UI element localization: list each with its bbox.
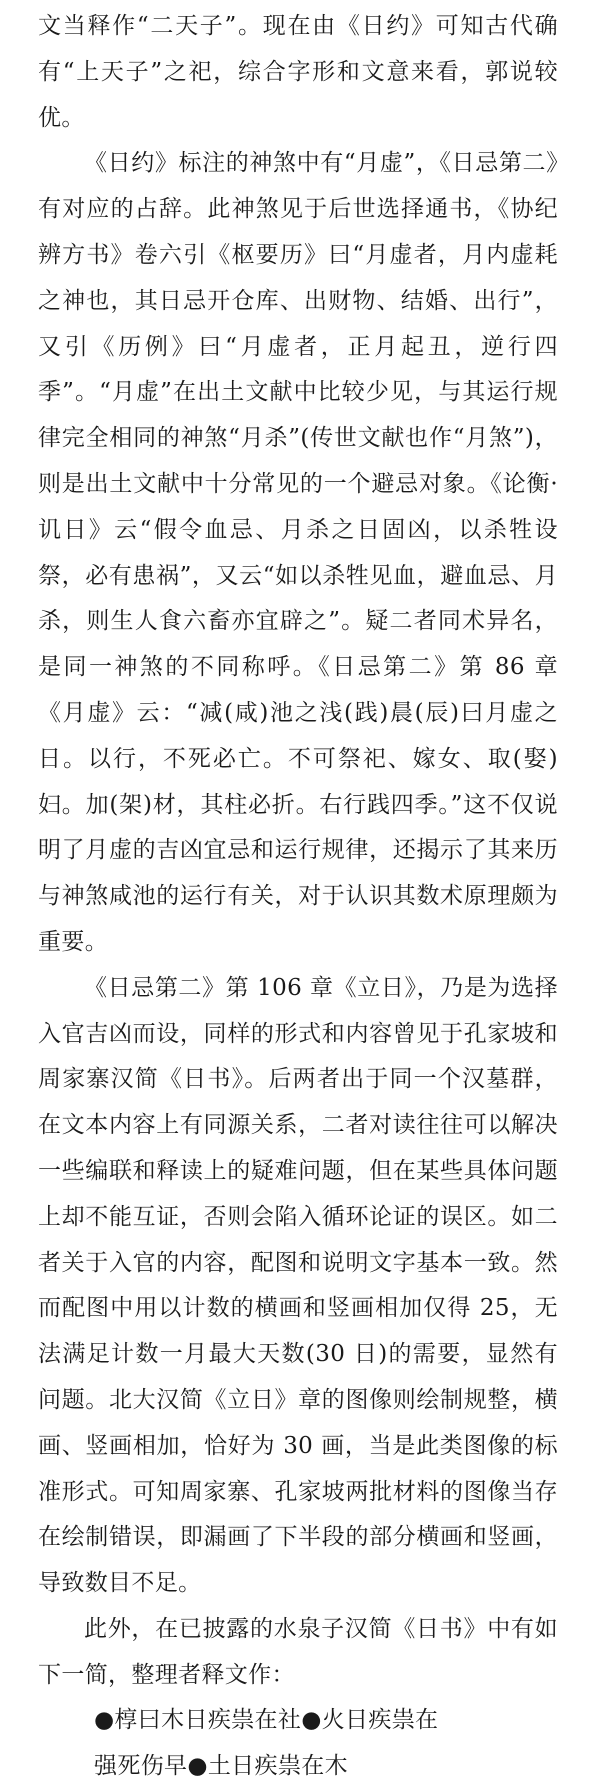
paragraph-2: 《日约》标注的神煞中有“月虚”，《日忌第二》有对应的占辞。此神煞见于后世选择通书，《协纪辨方书》卷六引《枢要历》曰“月虚者，月内虚耗之神也，其日忌开仓库、出财物、结婚、出行”，又引《历例》曰“月虚者，正月起丑，逆行四季”。“月虚”在出土文献中比较少见，与其运行规律完全相同的神煞“月杀”(传世文献也作“月煞”)，则是出土文献中十分常见的一个避忌对象。《论衡·讥日》云“假令血忌、月杀之日固凶，以杀牲设祭，必有患祸”，又云“如以杀牲见血，避血忌、月杀，则生人食六畜亦宜辟之”。疑二者同术异名，是同一神煞的不同称呼。《日忌第二》第 86 章《月虚》云：“减(咸)池之浅(践)晨(辰)曰月虚之日。以行，不死必亡。不可祭祀、嫁女、取(娶)妇。加(架)材，其柱必折。右行践四季。”这不仅说明了月虚的吉凶宜忌和运行规律，还揭示了其来历与神煞咸池的运行有关，对于认识其数术原理颇为重要。 [38,150,558,955]
paragraph-3: 《日忌第二》第 106 章《立日》，乃是为选择入官吉凶而设，同样的形式和内容曾见于孔家坡和周家寨汉简《日书》。后两者出于同一个汉墓群，在文本内容上有同源关系，二者对读往往可以解决一些编联和释读上的疑难问题，但在某些具体问题上却不能互证，否则会陷入循环论证的误区。如二者关于入官的内容，配图和说明文字基本一致。然而配图中用以计数的横画和竖画相加仅得 25，无法满足计数一月最大天数(30 日)的需要，显然有问题。北大汉简《立日》章的图像则绘制规整，横画、竖画相加，恰好为 30 画，当是此类图像的标准形式。可知周家寨、孔家坡两批材料的图像当存在绘制错误，即漏画了下半段的部分横画和竖画，导致数目不足。 [38,974,558,1597]
quoted-excerpt [38,1698,558,1790]
page-body [38,4,558,1790]
excerpt-line-1: ●椁曰木日疾祟在社●火日疾祟在 [94,1707,439,1734]
paragraph-4: 此外，在已披露的水泉子汉简《日书》中有如下一简，整理者释文作： [38,1615,558,1688]
excerpt-line-2: 强死伤早●土日疾祟在木 [94,1753,348,1780]
paragraph-1: 文当释作“二天子”。现在由《日约》可知古代确有“上天子”之祀，综合字形和文意来看，郭说较优。 [38,13,558,131]
